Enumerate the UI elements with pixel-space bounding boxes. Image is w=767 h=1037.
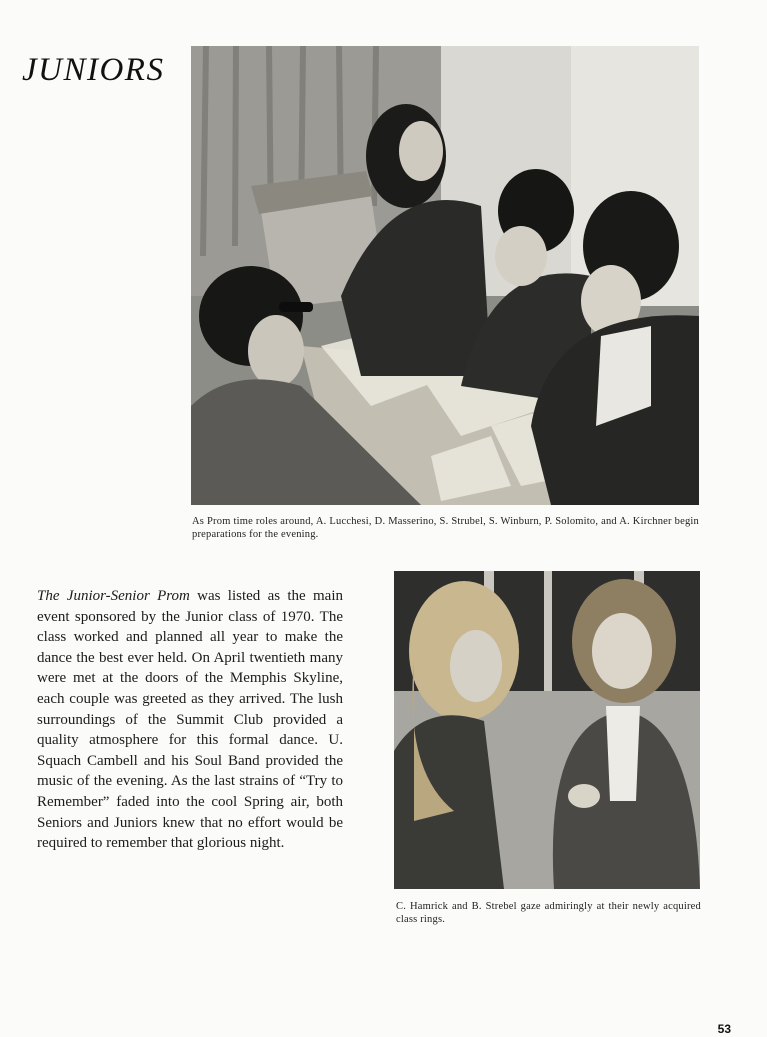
article-text: was listed as the main event sponsored by the Junior class of 1970. The class worked and planned all year to make the dance the best ever held. On April twentieth many were met at the doors of the Memphis Skyline, each couple was greeted as they arrived. The lush surroundings of the Summit Club provided a quality atmosphere for this formal dance. U. Squach Cambell and his Soul Band provided the music of the evening. As the last strains of “Try to Remember” faded into the cool Spring air, both Seniors and Juniors knew that no effort would be required to remember that glorious night. bbox=[37, 588, 344, 852]
article-title: The Junior-Senior Prom bbox=[37, 588, 190, 604]
page-title: JUNIORS bbox=[22, 52, 165, 88]
prom-preparations-photo bbox=[191, 46, 699, 505]
prom-preparations-caption: As Prom time roles around, A. Lucchesi, D. Masserino, S. Strubel, S. Winburn, P. Solomito, and A. Kirchner begin preparations for the evening. bbox=[192, 516, 699, 540]
class-rings-caption: C. Hamrick and B. Strebel gaze admiringly at their newly acquired class rings. bbox=[396, 901, 701, 925]
page-number: 53 bbox=[717, 1022, 731, 1036]
article-body bbox=[37, 586, 343, 854]
class-rings-image bbox=[394, 571, 700, 889]
prom-preparations-image bbox=[191, 46, 699, 505]
class-rings-photo bbox=[394, 571, 700, 889]
